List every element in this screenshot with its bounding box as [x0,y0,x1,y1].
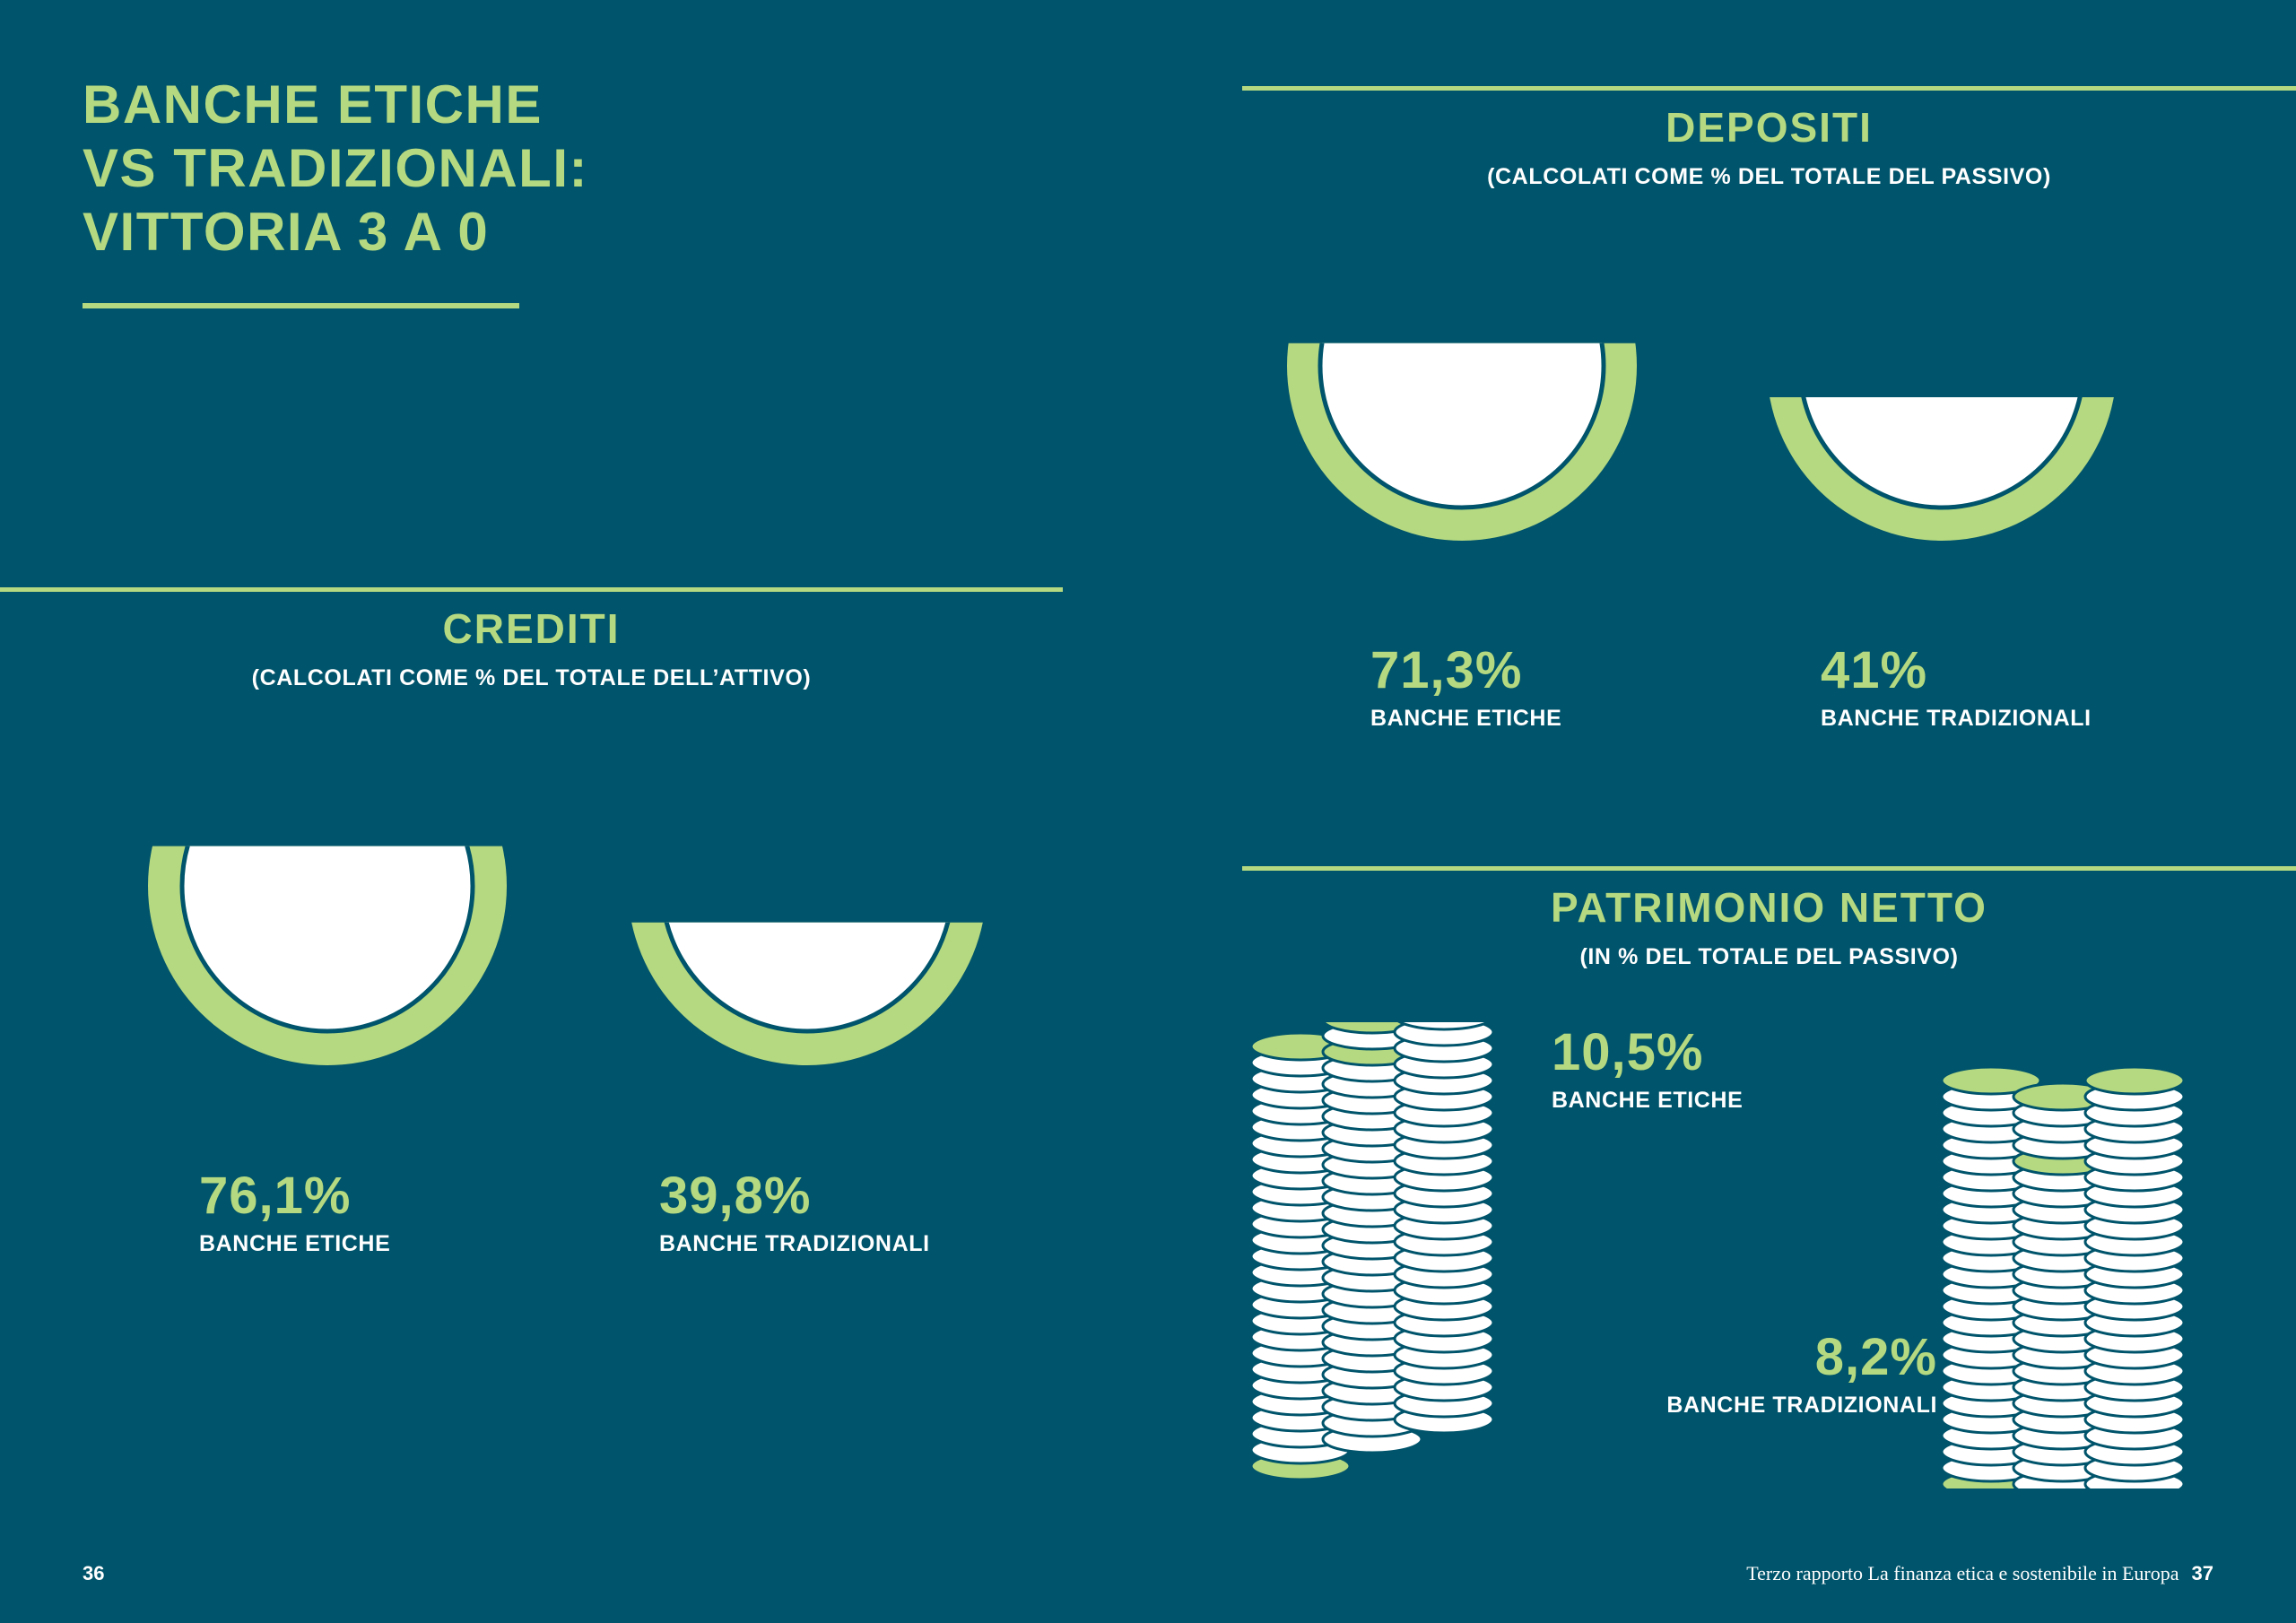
crediti-value-banche-tradizionali [659,1166,930,1257]
title-underline [83,303,519,308]
section-title-depositi: DEPOSITI [1665,104,1873,151]
depositi-label-etiche: BANCHE ETICHE [1370,706,1562,731]
crediti-value-banche-etiche [199,1166,390,1257]
page-title [83,74,890,264]
depositi-chart-banche-etiche [1229,240,1695,599]
section-title-patrimonio: PATRIMONIO NETTO [1551,884,1987,931]
section-header-crediti [0,587,1063,691]
section-subtitle-depositi: (CALCOLATI COME % DEL TOTALE DEL PASSIVO) [1487,164,2051,189]
depositi-value-text-etiche: 71,3% [1370,641,1523,699]
footer-source [1746,1562,2213,1585]
depositi-value-banche-etiche [1370,640,1561,732]
patrimonio-value-banche-tradizionali [1578,1327,1937,1419]
section-header-depositi [1242,86,2296,190]
section-rule-depositi [1242,86,2296,91]
crediti-label-tradizionali: BANCHE TRADIZIONALI [659,1231,930,1256]
page-title-line-3: VITTORIA 3 A 0 [83,201,490,262]
depositi-label-tradizionali: BANCHE TRADIZIONALI [1821,706,2092,731]
patrimonio-label-etiche: BANCHE ETICHE [1552,1088,1744,1113]
depositi-value-text-tradizionali: 41% [1821,641,1928,699]
patrimonio-label-tradizionali: BANCHE TRADIZIONALI [1666,1393,1937,1418]
page-number-right: 37 [2191,1562,2213,1584]
section-header-patrimonio [1242,866,2296,970]
crediti-value-text-tradizionali: 39,8% [659,1167,812,1225]
crediti-chart-banche-etiche [94,760,561,1119]
patrimonio-value-text-etiche: 10,5% [1552,1023,1704,1081]
patrimonio-coinstack-banche-etiche [1242,1022,1529,1484]
section-subtitle-crediti: (CALCOLATI COME % DEL TOTALE DELL’ATTIVO) [251,665,812,690]
patrimonio-value-banche-etiche [1552,1022,1743,1114]
section-rule-patrimonio [1242,866,2296,871]
crediti-label-etiche: BANCHE ETICHE [199,1231,391,1256]
patrimonio-coinstack-banche-tradizionali [1933,1067,2220,1493]
page-title-line-2: VS TRADIZIONALI: [83,137,588,198]
crediti-value-text-etiche: 76,1% [199,1167,352,1225]
crediti-chart-banche-tradizionali [574,760,1040,1119]
patrimonio-value-text-tradizionali: 8,2% [1814,1328,1937,1386]
page-title-line-1: BANCHE ETICHE [83,74,543,135]
footer-source-text: Terzo rapporto La finanza etica e sostenibile in Europa [1746,1562,2179,1584]
depositi-value-banche-tradizionali [1821,640,2092,732]
page-number-left: 36 [83,1562,105,1584]
depositi-chart-banche-tradizionali [1709,240,2175,599]
section-title-crediti: CREDITI [442,605,621,652]
section-rule-crediti [0,587,1063,592]
section-subtitle-patrimonio: (IN % DEL TOTALE DEL PASSIVO) [1579,944,1959,969]
